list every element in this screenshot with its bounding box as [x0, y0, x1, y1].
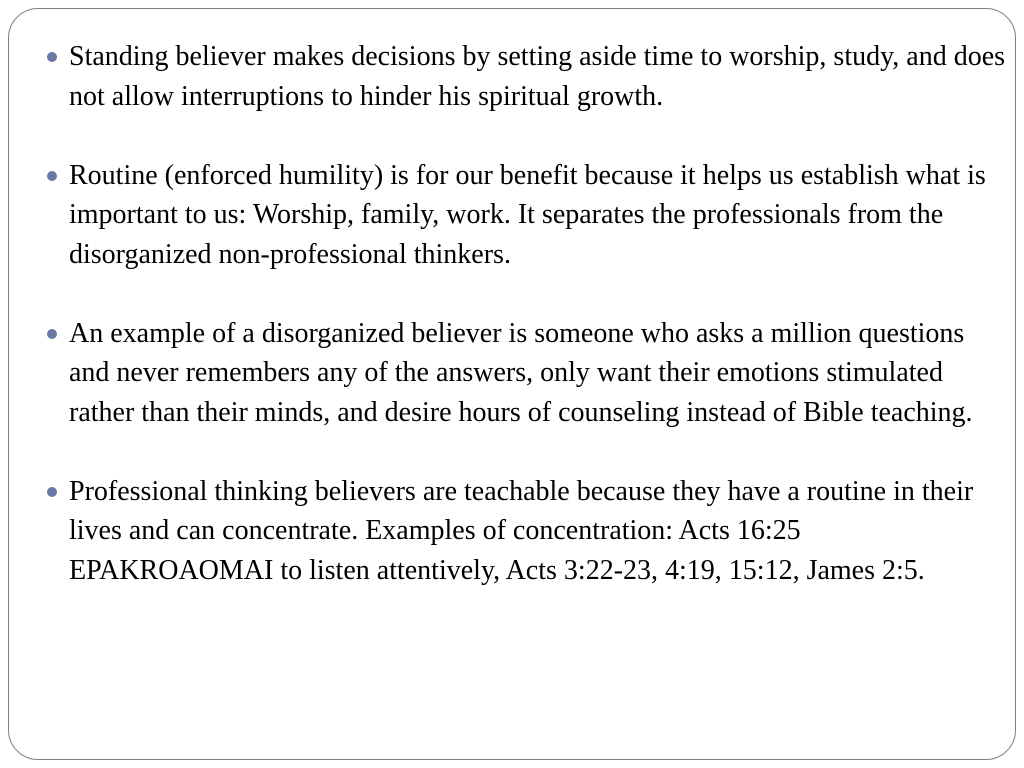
bullet-text-1: Standing believer makes decisions by setting aside time to worship, study, and does not allow interruptions to hinder his spiritual growth.: [69, 41, 1006, 112]
bullet-dot-icon: [47, 52, 57, 62]
bullet-dot-icon: [47, 171, 57, 181]
bullet-list: [47, 37, 1007, 590]
bullet-text-3: An example of a disorganized believer is someone who asks a million questions and never remembers any of the answers, only want their emotions stimulated rather than their minds, and desire hours of counseling instead of Bible teaching.: [69, 317, 973, 428]
bullet-dot-icon: [47, 329, 57, 339]
bullet-item-2: [47, 156, 1007, 275]
slide-frame: [8, 8, 1016, 760]
bullet-text-2: Routine (enforced humility) is for our benefit because it helps us establish what is important to us: Worship, family, work. It separates the professionals from the disorganized non-professional thinkers.: [69, 159, 986, 270]
bullet-item-1: [47, 37, 1007, 116]
bullet-dot-icon: [47, 487, 57, 497]
bullet-item-3: [47, 314, 1007, 433]
bullet-item-4: [47, 472, 1007, 591]
bullet-text-4: Professional thinking believers are teachable because they have a routine in their lives and can concentrate. Examples of concentration: Acts 16:25 EPAKROAOMAI to listen attentively, Acts 3:22-23, 4:19, 15:12, James 2:5.: [69, 475, 974, 586]
